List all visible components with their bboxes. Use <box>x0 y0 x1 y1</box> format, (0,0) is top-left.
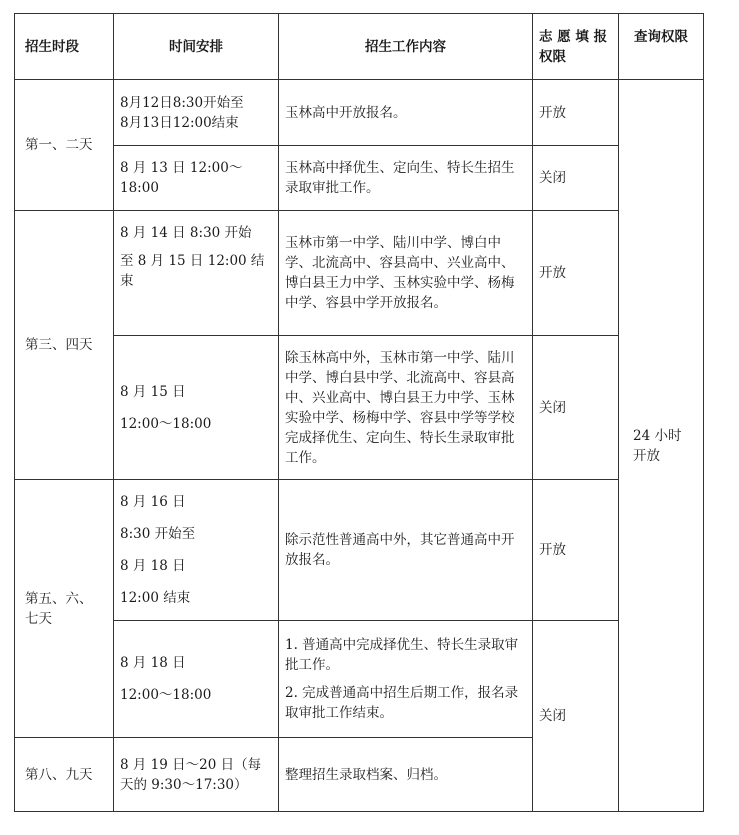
fill-access-cell: 关闭 <box>533 336 619 480</box>
fill-access-cell: 开放 <box>533 211 619 336</box>
query-line2: 开放 <box>633 447 660 464</box>
time-line: 8 月 18 日 <box>120 655 186 671</box>
content-cell <box>279 621 533 738</box>
header-fill-line1: 志 愿 填 报 <box>539 28 608 45</box>
stage-cell: 第八、九天 <box>15 738 114 812</box>
fill-access-cell: 关闭 <box>533 146 619 211</box>
content-item: 2. 完成普通高中招生后期工作，报名录取审批工作结束。 <box>285 685 519 721</box>
time-line: 8月13日12:00结束 <box>120 114 239 131</box>
stage-line: 第五、六、 <box>25 590 93 607</box>
fill-access-cell: 开放 <box>533 480 619 621</box>
content-cell: 除示范性普通高中外，其它普通高中开放报名。 <box>279 480 533 621</box>
content-cell: 整理招生录取档案、归档。 <box>279 738 533 812</box>
time-line: 8:30 开始至 <box>120 526 196 542</box>
header-time: 时间安排 <box>114 14 279 80</box>
time-line: 8 月 15 日 <box>120 383 186 400</box>
table-row <box>15 336 704 480</box>
time-cell <box>114 480 279 621</box>
table-row <box>15 80 704 146</box>
time-line: 8 月 19 日～20 日（每 <box>120 756 262 773</box>
time-line: 8 月 13 日 12:00～ <box>120 160 243 176</box>
fill-access-cell: 关闭 <box>533 621 619 812</box>
header-content: 招生工作内容 <box>279 14 533 80</box>
time-line: 8 月 14 日 8:30 开始 <box>120 225 252 241</box>
content-cell: 除玉林高中外，玉林市第一中学、陆川中学、博白县中学、北流高中、容县高中、兴业高中、博白县王力中学、玉林实验中学、杨梅中学、容县中学等学校完成择优生、定向生、特长生录取审批工作。 <box>279 336 533 480</box>
header-query-access: 查询权限 <box>619 14 704 80</box>
header-fill-line2: 权限 <box>539 48 566 65</box>
time-cell <box>114 738 279 812</box>
time-line: 8 月 18 日 <box>120 558 186 574</box>
time-line: 12:00～18:00 <box>120 415 212 432</box>
content-item: 1. 普通高中完成择优生、特长生录取审批工作。 <box>285 637 519 673</box>
fill-access-cell: 开放 <box>533 80 619 146</box>
time-line: 18:00 <box>120 180 159 196</box>
content-cell: 玉林高中开放报名。 <box>279 80 533 146</box>
time-cell <box>114 80 279 146</box>
time-line: 8月12日8:30开始至 <box>120 94 244 111</box>
content-cell: 玉林高中择优生、定向生、特长生招生录取审批工作。 <box>279 146 533 211</box>
time-line: 天的 9:30～17:30） <box>120 776 248 793</box>
time-line: 12:00 结束 <box>120 590 191 606</box>
time-line: 12:00～18:00 <box>120 687 212 703</box>
time-cell <box>114 336 279 480</box>
header-fill-access <box>533 14 619 80</box>
stage-line: 七天 <box>25 610 52 627</box>
stage-cell: 第三、四天 <box>15 211 114 480</box>
content-cell: 玉林市第一中学、陆川中学、博白中学、北流高中、容县高中、兴业高中、博白县王力中学、玉林实验中学、杨梅中学、容县中学开放报名。 <box>279 211 533 336</box>
query-access-cell <box>619 80 704 812</box>
time-cell <box>114 146 279 211</box>
table-row <box>15 480 704 621</box>
time-cell <box>114 621 279 738</box>
header-row <box>15 14 704 80</box>
time-line: 至 8 月 15 日 12:00 结束 <box>120 253 265 289</box>
table-row <box>15 146 704 211</box>
query-line1: 24 小时 <box>633 427 682 444</box>
time-line: 8 月 16 日 <box>120 494 186 510</box>
header-stage: 招生时段 <box>15 14 114 80</box>
time-cell <box>114 211 279 336</box>
table-row <box>15 621 704 738</box>
table-row <box>15 211 704 336</box>
enrollment-schedule-table <box>14 13 704 812</box>
stage-cell <box>15 480 114 738</box>
stage-cell: 第一、二天 <box>15 80 114 211</box>
